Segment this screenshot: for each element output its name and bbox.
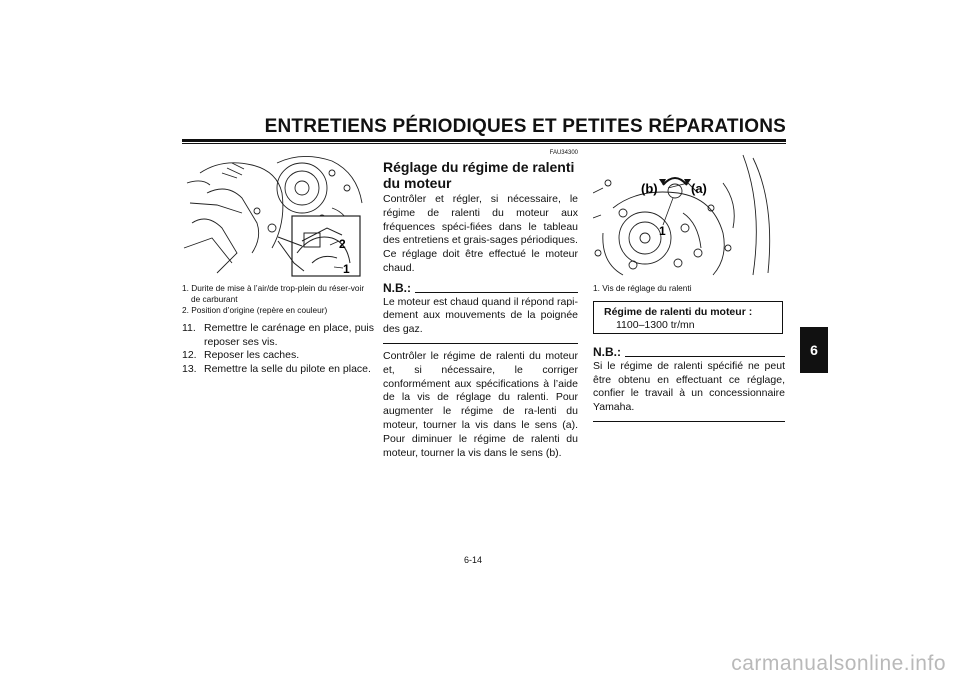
callout-2: 2 — [339, 237, 346, 251]
nb-rule — [415, 292, 578, 293]
page-header-title: ENTRETIENS PÉRIODIQUES ET PETITES RÉPARATIONS — [264, 116, 786, 137]
header-rule — [182, 139, 786, 142]
list-item — [182, 349, 374, 363]
spec-label: Régime de ralenti du moteur : — [604, 306, 753, 318]
nb-heading — [383, 282, 578, 296]
step-text: Reposer les caches. — [204, 349, 300, 362]
step-text: Remettre la selle du pilote en place. — [204, 362, 371, 375]
spec-box — [593, 301, 783, 334]
idle-speed-section — [383, 150, 578, 460]
nb-text: Le moteur est chaud quand il répond rapi-dement aux mouvements de la poignée des gaz. — [383, 295, 578, 336]
section-intro: Contrôler et régler, si nécessaire, le régime de ralenti du moteur aux fréquences spéci-fiées dans le tableau des entretiens et grais-sages périodiques. — [383, 193, 578, 247]
nb-rule — [625, 356, 785, 357]
nb-end-rule — [593, 421, 785, 422]
nb-label: N.B.: — [383, 280, 411, 295]
page-number: 6-14 — [464, 555, 483, 565]
nb-note-2 — [593, 340, 785, 428]
step-number: 11. — [182, 322, 196, 334]
engine-vent-hose-figure — [182, 153, 372, 278]
spec-value: 1100–1300 tr/mn — [616, 319, 695, 331]
caption-item-2: 2. Position d’origine (repère en couleur) — [182, 305, 328, 315]
chapter-tab: 6 — [800, 327, 828, 373]
section-code: FAU34300 — [549, 150, 578, 156]
list-item — [182, 322, 374, 349]
list-item — [182, 363, 374, 377]
watermark: carmanualsonline.info — [731, 652, 946, 675]
nb-text: Si le régime de ralenti spécifié ne peut être obtenu en effectuant ce réglage, confier le travail à un concessionnaire Yamaha. — [593, 359, 785, 414]
callout-1: 1 — [659, 224, 666, 238]
steps-list — [182, 322, 374, 376]
idle-screw-figure — [593, 153, 785, 278]
step-text: Remettre le carénage en place, puis reposer ses vis. — [204, 322, 374, 348]
direction-b-label: (b) — [641, 181, 658, 196]
section-intro-2: Ce réglage doit être effectué le moteur chaud. — [383, 248, 578, 274]
nb-end-rule — [383, 343, 578, 344]
header-rule-thin — [182, 143, 786, 144]
right-figure-caption: 1. Vis de réglage du ralenti — [593, 283, 692, 293]
callout-1: 1 — [343, 262, 350, 276]
caption-item-1: 1. Durite de mise à l’air/de trop-plein du réser-voir de carburant — [182, 283, 365, 304]
direction-a-label: (a) — [691, 181, 707, 196]
section-body: Contrôler le régime de ralenti du moteur et, si nécessaire, le corriger conformément aux spécifications à l’aide de la vis de réglage du ralenti. Pour augmenter le régime de ra-lenti du moteur, tourner la vis dans le sens (a). Pour diminuer le régime de ralenti du moteur, tourner la vis dans le sens (b). — [383, 349, 578, 459]
nb-label: N.B.: — [593, 345, 621, 359]
section-heading: Réglage du régime de ralenti du moteur — [383, 159, 575, 191]
left-figure-caption — [182, 283, 374, 316]
step-number: 12. — [182, 349, 197, 362]
nb-heading — [593, 346, 785, 360]
step-number: 13. — [182, 362, 197, 375]
